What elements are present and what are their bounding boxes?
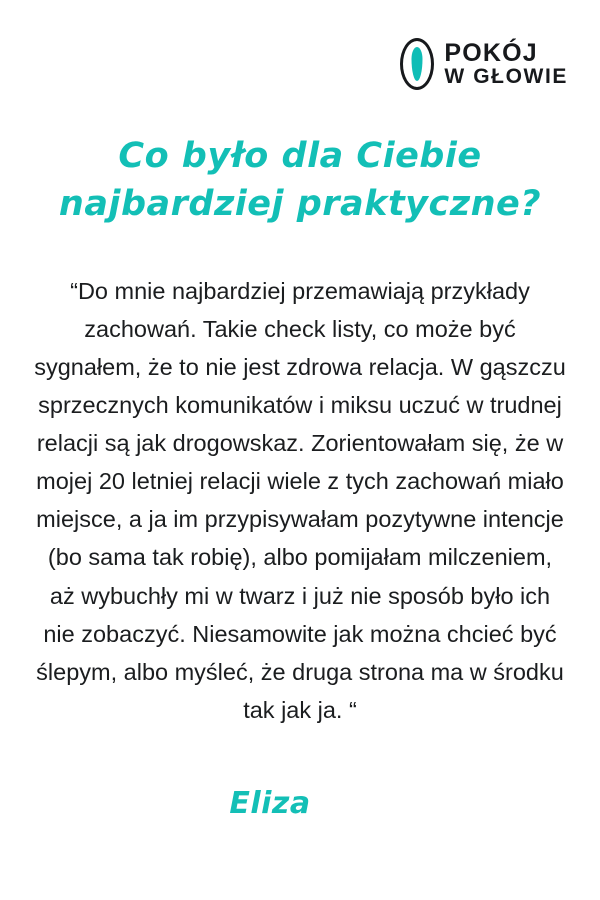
testimonial-quote: “Do mnie najbardziej przemawiają przykłady zachowań. Takie check listy, co może być sygnałem, że to nie jest zdrowa relacja. W gąszczu sprzecznych komunikatów i miksu uczuć w trudnej relacji są jak drogowskaz. Zorientowałam się, że w mojej 20 letniej relacji wiele z tych zachowań miało miejsce, a ja im przypisywałam pozytywne intencje (bo sama tak robię), albo pomijałam milczeniem, aż wybuchły mi w twarz i już nie sposób było ich nie zobaczyć. Niesamowite jak można chcieć być ślepym, albo myśleć, że druga strona ma w środku tak jak ja. “ <box>34 278 566 723</box>
page-title: Co było dla Ciebie najbardziej praktyczne? <box>58 136 542 225</box>
logo-line-1: POKÓJ <box>444 38 538 67</box>
droplet-in-frame-icon <box>400 38 434 90</box>
logo-line-2: W GŁOWIE <box>444 65 568 89</box>
testimonial-author: Eliza <box>229 786 311 821</box>
logo-wordmark <box>444 40 568 88</box>
brand-logo <box>400 38 568 90</box>
